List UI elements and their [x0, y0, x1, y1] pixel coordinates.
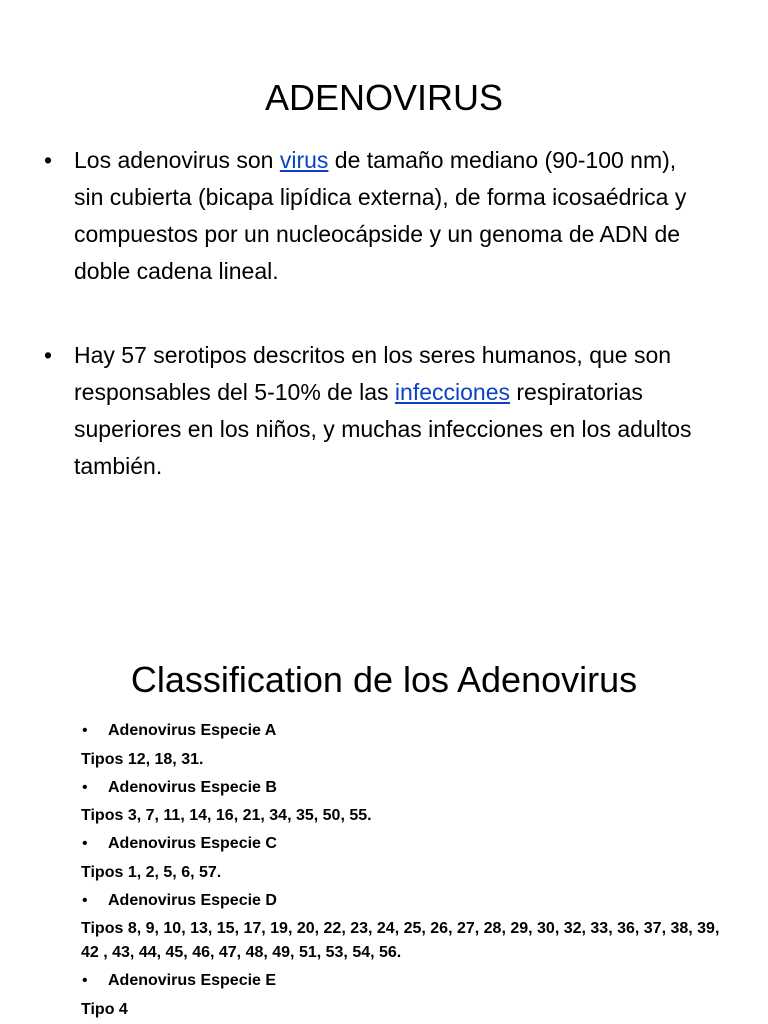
species-name: Adenovirus Especie A — [108, 722, 277, 739]
bullet-point-icon: • — [82, 891, 88, 909]
species-name: Adenovirus Especie D — [108, 891, 277, 909]
species-types-a: Tipos 12, 18, 31. — [81, 750, 204, 768]
bullet-item-serotypes — [44, 337, 704, 485]
species-types-c: Tipos 1, 2, 5, 6, 57. — [81, 863, 222, 881]
bullet-point-icon: • — [82, 972, 88, 990]
species-heading-d — [81, 887, 721, 916]
species-types-e: Tipo 4 — [81, 1000, 128, 1018]
species-name: Adenovirus Especie E — [108, 972, 277, 990]
bullet-text-after-link: respiratorias superiores en los niños, y muchas infecciones en los adultos también. — [74, 379, 692, 479]
species-heading-a — [81, 717, 721, 746]
bullet-point-icon: • — [82, 722, 88, 739]
bullet-text-before-link: Hay 57 serotipos descritos en los seres humanos, que son responsables del 5-10% de las — [74, 342, 672, 405]
species-name: Adenovirus Especie B — [108, 778, 277, 796]
page-title: ADENOVIRUS — [264, 77, 504, 119]
bullet-point-icon: • — [44, 147, 53, 173]
virus-link[interactable]: virus — [279, 147, 329, 173]
bullet-point-icon: • — [82, 835, 88, 853]
species-heading-e — [81, 967, 721, 996]
bullet-point-icon: • — [44, 342, 53, 368]
intro-bullet-list — [44, 142, 704, 485]
species-heading-c — [81, 830, 721, 859]
bullet-item-description — [44, 142, 704, 290]
species-heading-b — [81, 774, 721, 803]
species-types-b: Tipos 3, 7, 11, 14, 16, 21, 34, 35, 50, 55. — [81, 807, 372, 825]
infecciones-link[interactable]: infecciones — [394, 379, 510, 405]
bullet-text-before-link: Los adenovirus son — [74, 147, 280, 173]
species-list — [81, 717, 721, 1024]
species-name: Adenovirus Especie C — [108, 835, 277, 853]
classification-heading: Classification de los Adenovirus — [130, 658, 638, 700]
species-types-d: Tipos 8, 9, 10, 13, 15, 17, 19, 20, 22, 23, 24, 25, 26, 27, 28, 29, 30, 32, 33, 36, 37, 38, 39, 42 , 43, 44, 45, 46, 47, 48, 49, 51, 53, 54, 56. — [81, 920, 720, 962]
bullet-text-after-link: de tamaño mediano (90-100 nm), sin cubierta (bicapa lipídica externa), de forma icosaédrica y compuestos por un nucleocápside y un genoma de ADN de doble cadena lineal. — [74, 147, 687, 284]
bullet-point-icon: • — [82, 778, 88, 796]
